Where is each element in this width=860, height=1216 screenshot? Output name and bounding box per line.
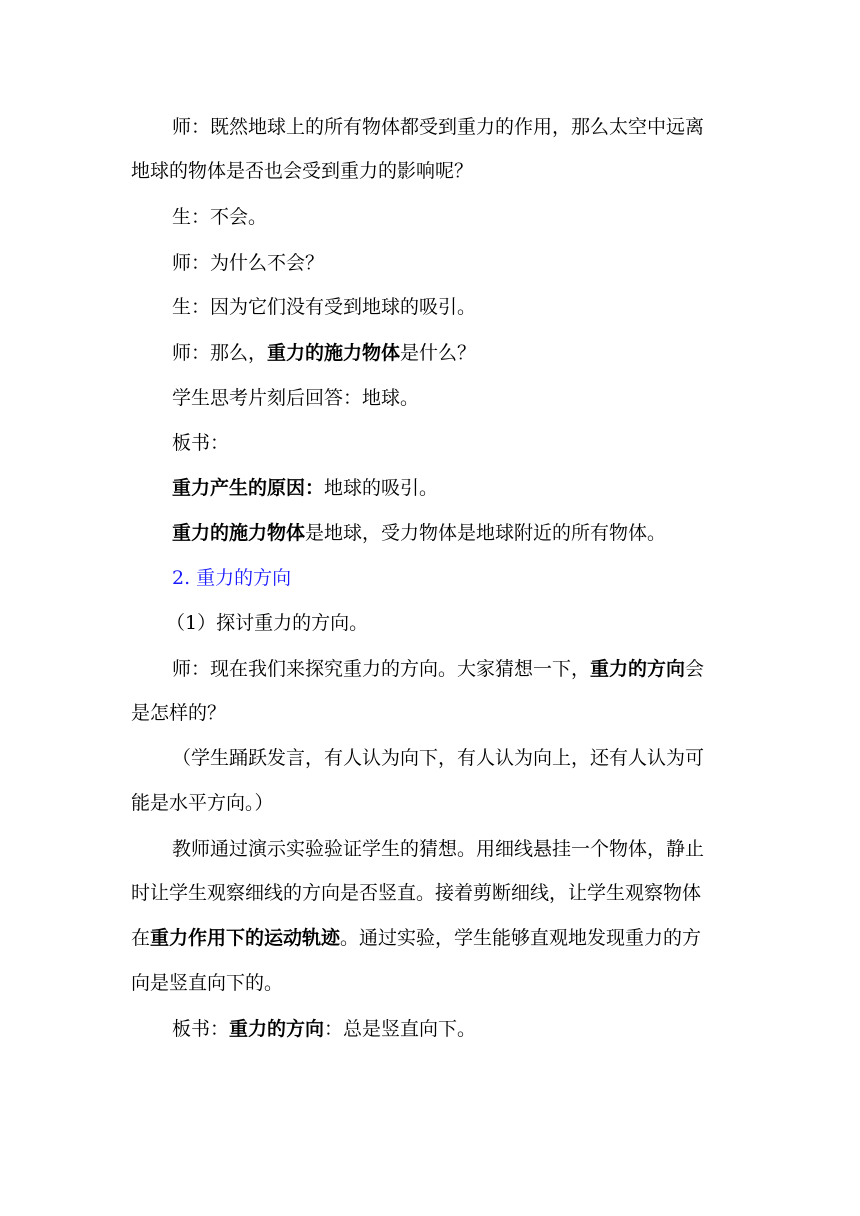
paragraph-teacher-question-line1 [172, 115, 782, 139]
subsection-heading [166, 611, 776, 635]
paragraph-student-answer [172, 205, 782, 229]
emphasis-text: 重力的施力物体 [172, 522, 306, 544]
paragraph-teacher-why [172, 251, 782, 275]
emphasis-text: 重力的方向 [590, 658, 686, 680]
paragraph-board-source [172, 521, 782, 545]
text: 教师通过演示实验验证学生的猜想。用细线悬挂一个物体，静止 [172, 838, 705, 860]
emphasis-text: 重力产生的原因： [172, 477, 325, 499]
emphasis-text: 重力作用下的运动轨迹 [150, 927, 341, 949]
text: 板书： [172, 1018, 230, 1040]
paragraph-student-think [172, 386, 782, 410]
text: 是什么？ [400, 342, 477, 364]
paragraph-experiment-line1 [172, 837, 782, 861]
text: （1）探讨重力的方向。 [166, 612, 369, 634]
text: 地球的物体是否也会受到重力的影响呢？ [131, 160, 474, 182]
paragraph-experiment-line4 [131, 971, 741, 995]
paragraph-teacher-direction-line1 [172, 657, 782, 681]
paragraph-board-label [172, 431, 782, 455]
text: 师：那么， [172, 342, 268, 364]
paragraph-student-reason [172, 295, 782, 319]
heading-text: 2. 重力的方向 [172, 567, 292, 589]
paragraph-experiment-line3 [131, 926, 741, 950]
paragraph-experiment-line2 [131, 881, 741, 905]
paragraph-student-guess-line1 [172, 746, 782, 770]
text: 板书： [172, 432, 230, 454]
emphasis-text: 重力的施力物体 [267, 342, 401, 364]
text: 向是竖直向下的。 [131, 972, 284, 994]
paragraph-student-guess-line2 [131, 791, 741, 815]
section-heading [172, 566, 782, 590]
text: 学生思考片刻后回答：地球。 [172, 387, 420, 409]
text: ：总是竖直向下。 [324, 1018, 477, 1040]
paragraph-teacher-source [172, 341, 782, 365]
text: 师：现在我们来探究重力的方向。大家猜想一下， [172, 658, 591, 680]
text: 会 [685, 658, 705, 680]
text: 生：因为它们没有受到地球的吸引。 [172, 296, 477, 318]
text: 。通过实验，学生能够直观地发现重力的方 [340, 927, 702, 949]
text: 时让学生观察细线的方向是否竖直。接着剪断细线，让学生观察物体 [131, 882, 702, 904]
paragraph-teacher-question-line2 [131, 159, 741, 183]
text: 能是水平方向。） [131, 792, 274, 814]
text: 师：既然地球上的所有物体都受到重力的作用，那么太空中远离 [172, 116, 705, 138]
text: 是地球，受力物体是地球附近的所有物体。 [305, 522, 667, 544]
text: （学生踊跃发言，有人认为向下，有人认为向上，还有人认为可 [172, 747, 705, 769]
text: 地球的吸引。 [324, 477, 439, 499]
text: 在 [131, 927, 151, 949]
text: 师：为什么不会？ [172, 252, 325, 274]
text: 生：不会。 [172, 206, 268, 228]
paragraph-teacher-direction-line2 [131, 701, 741, 725]
emphasis-text: 重力的方向 [229, 1018, 325, 1040]
paragraph-board-direction [172, 1017, 782, 1041]
text: 是怎样的？ [131, 702, 227, 724]
paragraph-board-cause [172, 476, 782, 500]
